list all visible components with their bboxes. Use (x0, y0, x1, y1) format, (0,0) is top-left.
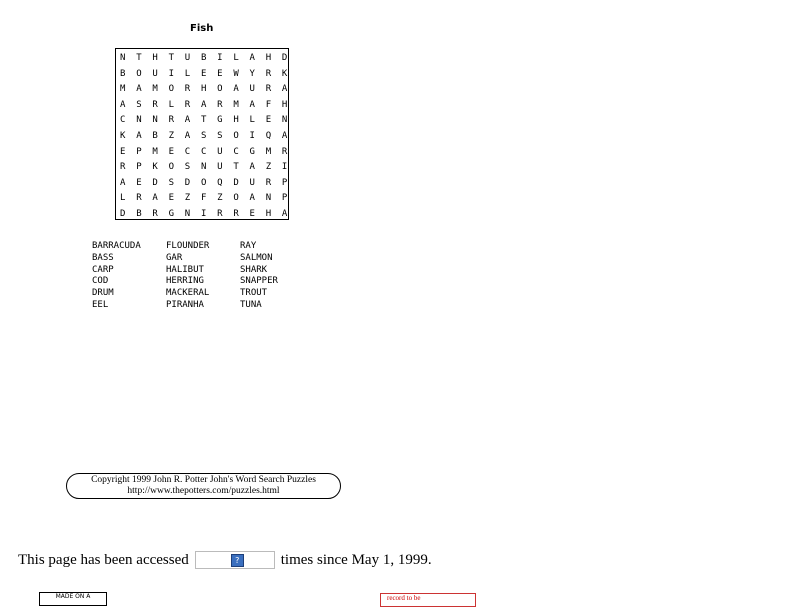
grid-letter: A (184, 130, 191, 141)
grid-letter: H (265, 53, 272, 63)
word-list-item: DRUM (92, 288, 114, 299)
grid-letter: A (281, 208, 288, 219)
grid-letter: S (136, 99, 142, 110)
grid-letter: A (120, 99, 126, 110)
grid-letter: M (152, 146, 158, 157)
grid-letter: O (168, 84, 174, 95)
grid-letter: E (120, 146, 126, 157)
grid-letter: U (184, 53, 191, 63)
grid-letter: K (120, 130, 126, 141)
grid-letter: I (281, 162, 288, 173)
grid-letter: T (168, 53, 174, 63)
grid-letter: Z (184, 193, 191, 204)
word-list-item: HERRING (166, 276, 204, 287)
grid-letter: R (184, 84, 191, 95)
grid-letter: K (281, 68, 288, 79)
grid-letter: H (152, 53, 158, 63)
copyright-banner[interactable] (66, 473, 341, 499)
grid-letter: R (152, 99, 158, 110)
grid-letter: Q (265, 130, 272, 141)
grid-letter: K (152, 162, 158, 173)
access-counter-line (18, 551, 432, 569)
grid-letter: A (233, 84, 239, 95)
copyright-url-link[interactable]: http://www.thepotters.com/puzzles.html (127, 486, 280, 496)
grid-letter: R (217, 99, 223, 110)
grid-letter: S (168, 177, 174, 188)
word-list-item: SALMON (240, 252, 273, 263)
grid-letter: N (152, 115, 158, 126)
grid-letter: N (281, 115, 288, 126)
copyright-text: Copyright 1999 John R. Potter John's Word Search Puzzles (91, 475, 316, 485)
access-prefix-text: This page has been accessed (18, 551, 189, 568)
grid-letter: H (200, 84, 207, 95)
grid-letter: N (136, 115, 142, 126)
word-list-item: CARP (92, 264, 114, 275)
grid-letter: U (152, 68, 158, 79)
word-list-item: RAY (240, 241, 257, 251)
grid-letter: O (233, 193, 239, 204)
grid-letter: F (265, 99, 272, 110)
access-suffix-text: times since May 1, 1999. (280, 551, 432, 568)
grid-letter: O (217, 84, 223, 95)
word-column (240, 241, 320, 312)
grid-letter: R (233, 208, 239, 219)
grid-letter: L (249, 115, 255, 126)
grid-letter: N (184, 208, 191, 219)
grid-letter: E (136, 177, 142, 188)
grid-letter: E (200, 68, 207, 79)
grid-letter: R (152, 208, 158, 219)
grid-letter: B (152, 130, 158, 141)
grid-letter: R (184, 99, 191, 110)
grid-letter: R (281, 146, 288, 157)
grid-letter: A (136, 84, 142, 95)
grid-letter: H (281, 99, 288, 110)
grid-letter: D (233, 177, 239, 188)
grid-letter: O (136, 68, 142, 79)
grid-row (120, 145, 288, 161)
word-list-item: GAR (166, 252, 183, 263)
grid-letter: M (152, 84, 158, 95)
grid-letter: P (281, 193, 288, 204)
grid-letter: L (168, 99, 174, 110)
grid-letter: A (120, 177, 126, 188)
word-list-item: BARRACUDA (92, 241, 141, 251)
grid-letter: T (233, 162, 239, 173)
grid-letter: C (200, 146, 207, 157)
grid-row (120, 176, 288, 192)
grid-letter: A (249, 99, 255, 110)
grid-letter: A (249, 53, 255, 63)
grid-row (120, 207, 288, 223)
red-badge[interactable]: record to be (380, 593, 476, 607)
word-search-grid (115, 48, 289, 220)
grid-letter: I (168, 68, 174, 79)
grid-letter: N (200, 162, 207, 173)
grid-letter: G (168, 208, 174, 219)
made-on-a-badge[interactable]: MADE ON A (39, 592, 107, 606)
word-list-item: TROUT (240, 288, 268, 299)
hit-counter (195, 551, 275, 569)
grid-letter: E (265, 115, 272, 126)
word-list-item: PIRANHA (166, 299, 204, 310)
word-list-item: SNAPPER (240, 276, 278, 287)
grid-letter: R (136, 193, 142, 204)
broken-image-icon: ? (231, 554, 244, 567)
grid-letter: E (249, 208, 255, 219)
grid-letter: P (281, 177, 288, 188)
grid-letter: F (200, 193, 207, 204)
grid-letter: P (136, 162, 142, 173)
grid-letter: R (265, 177, 272, 188)
grid-letter: N (120, 53, 126, 63)
grid-letter: L (233, 53, 239, 63)
word-column (166, 241, 246, 312)
grid-letter: W (233, 68, 239, 79)
grid-letter: E (217, 68, 223, 79)
grid-letter: I (200, 208, 207, 219)
grid-letter: Q (217, 177, 223, 188)
word-list-item: TUNA (240, 299, 262, 310)
grid-letter: D (184, 177, 191, 188)
grid-row (120, 113, 288, 129)
grid-letter: A (249, 193, 255, 204)
word-list-item: MACKERAL (166, 288, 210, 299)
grid-row (120, 160, 288, 176)
grid-letter: I (217, 53, 223, 63)
grid-letter: U (217, 162, 223, 173)
word-list-item: BASS (92, 252, 114, 263)
grid-letter: A (200, 99, 207, 110)
puzzle-title: Fish (190, 23, 214, 34)
grid-letter: E (168, 193, 174, 204)
grid-row (120, 51, 288, 67)
grid-letter: R (168, 115, 174, 126)
grid-letter: B (120, 68, 126, 79)
grid-letter: A (281, 84, 288, 95)
word-list-item: COD (92, 276, 109, 287)
grid-letter: T (136, 53, 142, 63)
grid-letter: D (281, 53, 288, 63)
word-list-item: FLOUNDER (166, 241, 210, 251)
word-list-item: SHARK (240, 264, 268, 275)
grid-letter: A (136, 130, 142, 141)
grid-letter: G (217, 115, 223, 126)
grid-letter: I (249, 130, 255, 141)
grid-letter: R (265, 68, 272, 79)
grid-letter: A (184, 115, 191, 126)
grid-letter: L (120, 193, 126, 204)
grid-letter: U (249, 84, 255, 95)
grid-letter: M (265, 146, 272, 157)
grid-letter: P (136, 146, 142, 157)
grid-letter: Z (217, 193, 223, 204)
grid-letter: M (233, 99, 239, 110)
grid-letter: R (265, 84, 272, 95)
grid-letter: O (168, 162, 174, 173)
grid-letter: Z (168, 130, 174, 141)
grid-letter: B (200, 53, 207, 63)
grid-row (120, 82, 288, 98)
grid-letter: B (136, 208, 142, 219)
word-list-item: EEL (92, 299, 109, 310)
grid-letter: O (233, 130, 239, 141)
grid-letter: H (233, 115, 239, 126)
grid-letter: D (152, 177, 158, 188)
grid-letter: R (217, 208, 223, 219)
grid-letter: A (152, 193, 158, 204)
grid-letter: U (249, 177, 255, 188)
grid-letter: A (249, 162, 255, 173)
grid-letter: D (120, 208, 126, 219)
grid-letter: N (265, 193, 272, 204)
grid-letter: L (184, 68, 191, 79)
grid-letter: G (249, 146, 255, 157)
grid-row (120, 98, 288, 114)
grid-letter: Z (265, 162, 272, 173)
grid-letter: C (184, 146, 191, 157)
grid-letter: M (120, 84, 126, 95)
grid-letter: O (200, 177, 207, 188)
grid-letter: E (168, 146, 174, 157)
word-column (92, 241, 172, 312)
grid-letter: Y (249, 68, 255, 79)
grid-letter: R (120, 162, 126, 173)
grid-row (120, 191, 288, 207)
word-list-item: HALIBUT (166, 264, 204, 275)
grid-letter: C (233, 146, 239, 157)
grid-letter: C (120, 115, 126, 126)
grid-letter: S (184, 162, 191, 173)
grid-row (120, 129, 288, 145)
grid-letter: H (265, 208, 272, 219)
grid-letter: T (200, 115, 207, 126)
grid-letter: U (217, 146, 223, 157)
grid-row (120, 67, 288, 83)
grid-letter: S (200, 130, 207, 141)
grid-letter: S (217, 130, 223, 141)
grid-letter: A (281, 130, 288, 141)
